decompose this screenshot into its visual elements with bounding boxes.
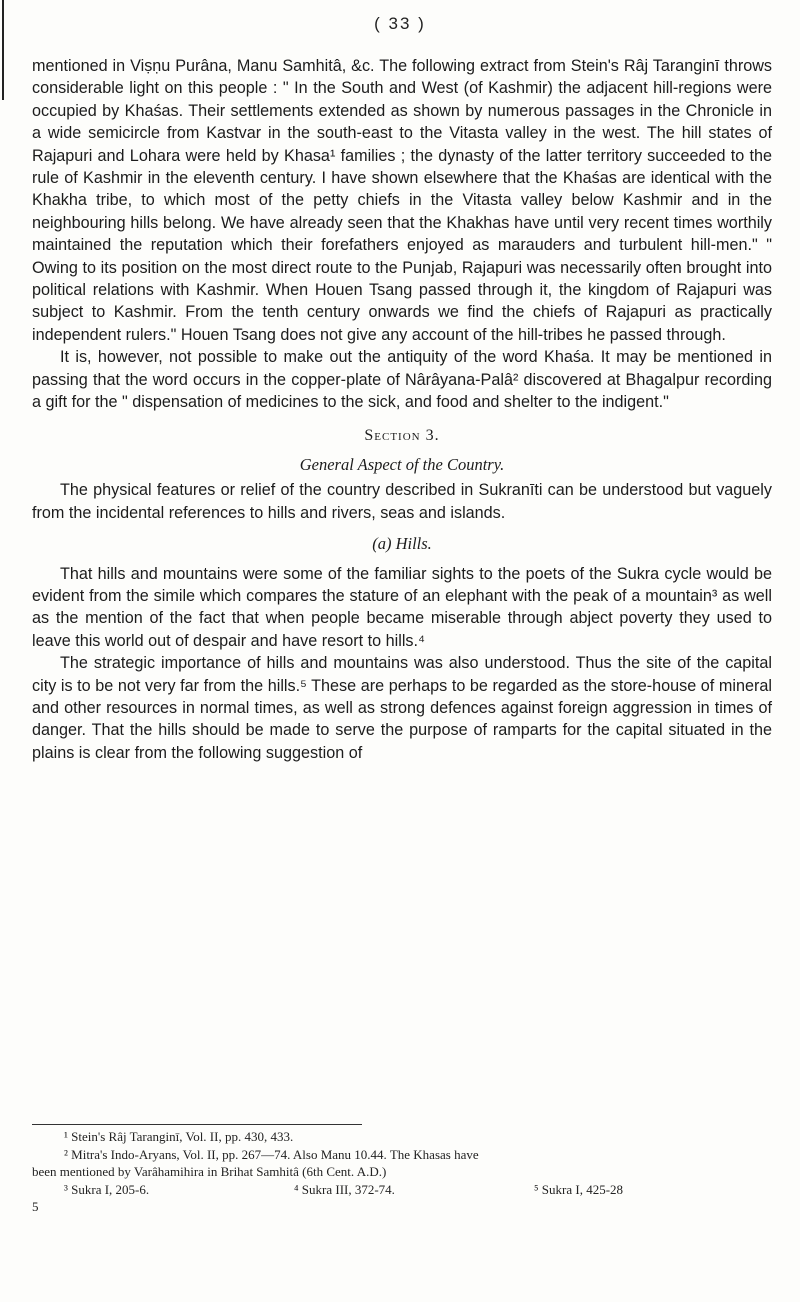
footnote-2: ² Mitra's Indo-Aryans, Vol. II, pp. 267—74. Also Manu 10.44. The Khasas have [64, 1146, 479, 1162]
paragraph-2: It is, however, not possible to make out the antiquity of the word Khaśa. It may be mentioned in passing that the word occurs in the copper-plate of Nârâyana-Palâ² discovered at Bhagalpur recording a gift for the " dispensation of medicines to the sick, and food and shelter to the indigent." [32, 348, 772, 412]
footnote-2-continued: been mentioned by Varâhamihira in Brihat Samhitâ (6th Cent. A.D.) [32, 1164, 387, 1179]
paragraph-4: That hills and mountains were some of the familiar sights to the poets of the Sukra cycle would be evident from the simile which compares the stature of an elephant with the peak of a mountain³ as well as the mention of the fact that when people became miserable through abject poverty they used to leave this world out of despair and have resort to hills.⁴ [32, 564, 772, 650]
section-title: General Aspect of the Country. [299, 454, 505, 474]
footnote-divider [32, 1124, 362, 1125]
body-text [32, 55, 772, 764]
signature-mark: 5 [32, 1199, 39, 1214]
page-number: ( 33 ) [374, 14, 426, 33]
section-heading [32, 425, 772, 447]
footnote-1: ¹ Stein's Râj Taranginī, Vol. II, pp. 430, 433. [64, 1129, 294, 1144]
paragraph-3: The physical features or relief of the country described in Sukranīti can be understood but vaguely from the incidental references to hills and rivers, seas and islands. [32, 481, 772, 522]
footnote-5: ⁵ Sukra I, 425-28 [534, 1181, 624, 1197]
footnote-row [32, 1181, 772, 1199]
subsection-title: (a) Hills. [372, 534, 432, 554]
paragraph-1: mentioned in Viṣṇu Purâna, Manu Samhitâ, &c. The following extract from Stein's Râj Taranginī throws considerable light on this people : " In the South and West (of Kashmir) the adjacent hill-regions were occupied by Khaśas. Their settlements extended as shown by numerous passages in the Chronicle in a wide semicircle from Kastvar in the south-east to the Vitasta valley in the west. The hill states of Rajapuri and Lohara were held by Khasa¹ families ; the dynasty of the latter territory succeeded to the rule of Kashmir in the eleventh century. I have shown elsewhere that the Khaśas are identical with the Khakha tribe, to which most of the petty chiefs in the Vitasta valley below Kashmir and in the neighbouring hills belong. We have already seen that the Khakhas have until very recent times worthily maintained the reputation which their forefathers enjoyed as marauders and turbulent hill-men." " Owing to its position on the most direct route to the Punjab, Rajapuri was necessarily often brought into political relations with Kashmir. When Houen Tsang passed through it, the kingdom of Rajapuri was subject to Kashmir. From the tenth century onwards we find the chiefs of Rajapuri as practically independent rulers." Houen Tsang does not give any account of the hill-tribes he passed through. [32, 57, 772, 344]
footnotes [32, 1128, 772, 1216]
paragraph-5: The strategic importance of hills and mountains was also understood. Thus the site of the capital city is to be not very far from the hills.⁵ These are perhaps to be regarded as the store-house of mineral and other resources in normal times, as well as strong defences against foreign aggression in times of danger. That the hills should be made to serve the purpose of ramparts for the capital situated in the plains is clear from the following suggestion of [32, 654, 772, 762]
footnote-4: ⁴ Sukra III, 372-74. [294, 1181, 395, 1197]
section-heading-text: Section 3. [364, 426, 440, 444]
footnote-3: ³ Sukra I, 205-6. [64, 1181, 150, 1197]
